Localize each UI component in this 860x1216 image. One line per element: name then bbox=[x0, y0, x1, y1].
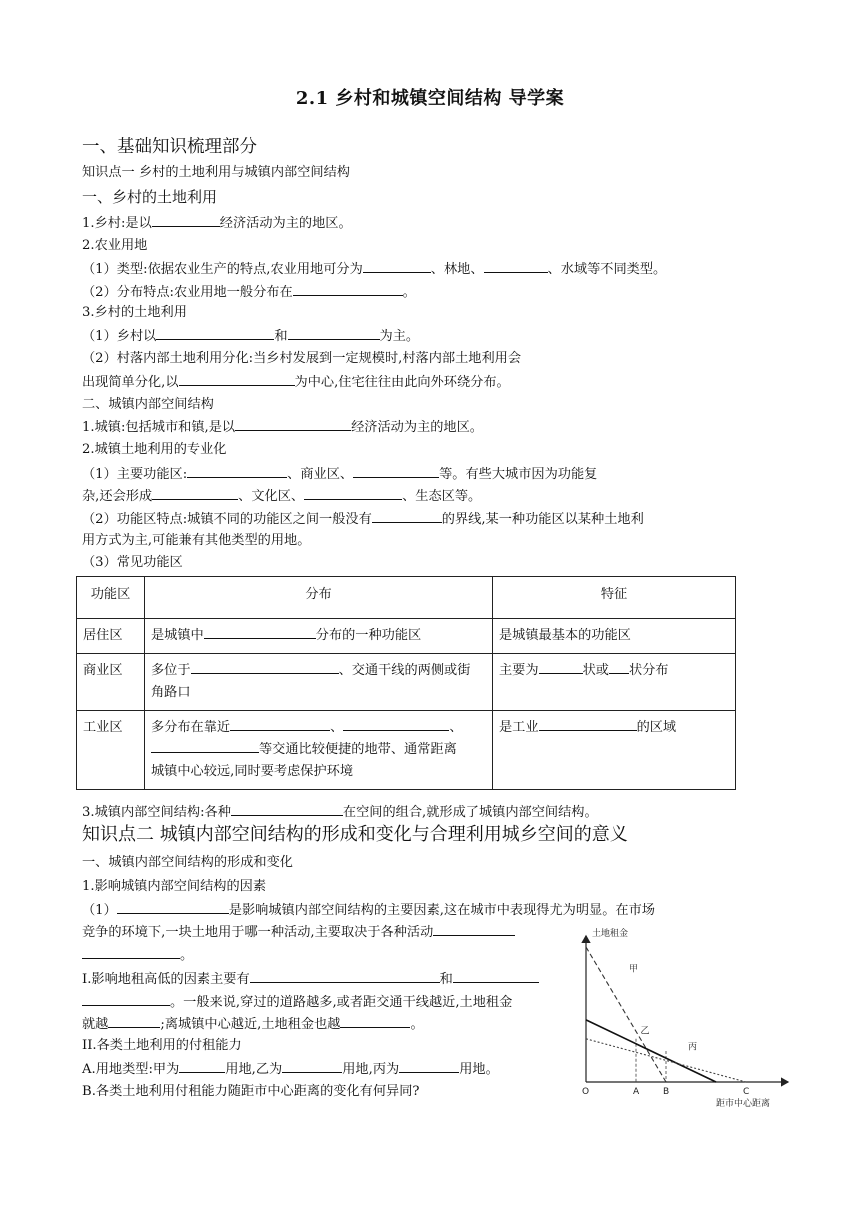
answer-blank[interactable] bbox=[539, 660, 583, 674]
answer-blank[interactable] bbox=[399, 1059, 459, 1073]
question-c2-3: （3）常见功能区 bbox=[82, 555, 183, 570]
question-d7: B.各类土地利用付租能力随距市中心距离的变化有何异同? bbox=[82, 1084, 420, 1099]
answer-blank[interactable] bbox=[117, 900, 229, 914]
tick-label: A bbox=[633, 1087, 640, 1097]
question-d4: 就越 ;离城镇中心越近,土地租金也越 。 bbox=[82, 1014, 424, 1035]
question-c2-2: （2）功能区特点:城镇不同的功能区之间一般没有 的界线,某一种功能区以某种土地利 bbox=[82, 509, 644, 530]
question-d1-2: 竞争的环境下,一块土地用于哪一种活动,主要取决于各种活动 bbox=[82, 922, 515, 943]
question-d2: I.影响地租高低的因素主要有 和 bbox=[82, 969, 539, 990]
answer-blank[interactable] bbox=[152, 213, 220, 227]
bid-rent-chart bbox=[576, 924, 796, 1114]
table-row bbox=[77, 619, 736, 654]
table-header-row bbox=[77, 577, 736, 619]
question-c1: 1.城镇:包括城市和镇,是以 经济活动为主的地区。 bbox=[82, 417, 483, 438]
question-c2-1-cont: 杂,还会形成 、文化区、 、生态区等。 bbox=[82, 486, 481, 507]
question-c2-1: （1）主要功能区: 、商业区、 等。有些大城市因为功能复 bbox=[82, 464, 597, 485]
answer-blank[interactable] bbox=[353, 464, 439, 478]
table-header: 分布 bbox=[145, 577, 493, 619]
table-cell: 商业区 bbox=[77, 654, 145, 711]
section-heading: 一、基础知识梳理部分 bbox=[82, 137, 257, 157]
answer-blank[interactable] bbox=[191, 660, 339, 674]
question-3-2-cont: 出现简单分化,以 为中心,住宅往往由此向外环绕分布。 bbox=[82, 372, 510, 393]
answer-blank[interactable] bbox=[204, 625, 316, 639]
series-line-甲 bbox=[586, 947, 666, 1082]
table-cell: 是城镇最基本的功能区 bbox=[493, 619, 736, 654]
question-d3: 。一般来说,穿过的道路越多,或者距交通干线越近,土地租金 bbox=[82, 992, 512, 1013]
table-cell: 工业区 bbox=[77, 711, 145, 790]
table-cell: 主要为 状或 状分布 bbox=[493, 654, 736, 711]
question-1: 1.乡村:是以 经济活动为主的地区。 bbox=[82, 213, 352, 234]
table-cell: 多位于 、交通干线的两侧或街 角路口 bbox=[145, 654, 493, 711]
question-c2-heading: 2.城镇土地利用的专业化 bbox=[82, 442, 227, 457]
answer-blank[interactable] bbox=[453, 969, 539, 983]
answer-blank[interactable] bbox=[433, 922, 515, 936]
table-header: 特征 bbox=[493, 577, 736, 619]
knowledge-point-1: 知识点一 乡村的土地利用与城镇内部空间结构 bbox=[82, 165, 350, 180]
tick-label: B bbox=[663, 1087, 670, 1097]
answer-blank[interactable] bbox=[108, 1014, 160, 1028]
answer-blank[interactable] bbox=[82, 945, 180, 959]
series-label: 丙 bbox=[688, 1042, 698, 1053]
answer-blank[interactable] bbox=[372, 509, 442, 523]
answer-blank[interactable] bbox=[82, 992, 170, 1006]
page-title: 2.1 乡村和城镇空间结构 导学案 bbox=[295, 88, 565, 109]
question-d1-3: 。 bbox=[82, 945, 193, 966]
table-cell: 多分布在靠近 、 、 等交通比较便捷的地带、通常距离 城镇中心较远,同时要考虑保护环境 bbox=[145, 711, 493, 790]
answer-blank[interactable] bbox=[304, 486, 402, 500]
answer-blank[interactable] bbox=[179, 1059, 225, 1073]
x-axis-label: 距市中心距离 bbox=[716, 1099, 771, 1109]
question-3-heading: 3.乡村的土地利用 bbox=[82, 305, 187, 320]
question-3-2: （2）村落内部土地利用分化:当乡村发展到一定规模时,村落内部土地利用会 bbox=[82, 351, 522, 366]
question-c2-2-cont: 用方式为主,可能兼有其他类型的用地。 bbox=[82, 533, 311, 548]
question-d5: II.各类土地利用的付租能力 bbox=[82, 1038, 242, 1053]
y-axis-label: 土地租金 bbox=[592, 929, 629, 939]
series-label: 甲 bbox=[629, 964, 639, 975]
answer-blank[interactable] bbox=[343, 717, 449, 731]
knowledge-point-2: 知识点二 城镇内部空间结构的形成和变化与合理利用城乡空间的意义 bbox=[82, 824, 628, 845]
question-2-heading: 2.农业用地 bbox=[82, 238, 148, 253]
subsection-formation: 一、城镇内部空间结构的形成和变化 bbox=[82, 855, 293, 870]
table-cell: 是城镇中 分布的一种功能区 bbox=[145, 619, 493, 654]
answer-blank[interactable] bbox=[484, 259, 548, 273]
function-zone-table bbox=[76, 576, 736, 790]
answer-blank[interactable] bbox=[152, 486, 238, 500]
question-2-2: （2）分布特点:农业用地一般分布在 。 bbox=[82, 282, 416, 303]
subsection-urban: 二、城镇内部空间结构 bbox=[82, 397, 214, 412]
table-header: 功能区 bbox=[77, 577, 145, 619]
answer-blank[interactable] bbox=[539, 717, 637, 731]
question-c3: 3.城镇内部空间结构:各种 在空间的组合,就形成了城镇内部空间结构。 bbox=[82, 802, 598, 823]
question-3-1: （1）乡村以 和 为主。 bbox=[82, 326, 419, 347]
table-cell: 是工业 的区域 bbox=[493, 711, 736, 790]
tick-label: C bbox=[743, 1087, 750, 1097]
answer-blank[interactable] bbox=[609, 660, 629, 674]
answer-blank[interactable] bbox=[282, 1059, 342, 1073]
answer-blank[interactable] bbox=[235, 417, 351, 431]
answer-blank[interactable] bbox=[288, 326, 380, 340]
answer-blank[interactable] bbox=[293, 282, 403, 296]
question-2-1: （1）类型:依据农业生产的特点,农业用地可分为 、林地、 、水域等不同类型。 bbox=[82, 259, 666, 280]
answer-blank[interactable] bbox=[187, 464, 287, 478]
question-d1: 1.影响城镇内部空间结构的因素 bbox=[82, 879, 267, 894]
table-cell: 居住区 bbox=[77, 619, 145, 654]
table-row bbox=[77, 654, 736, 711]
answer-blank[interactable] bbox=[151, 739, 259, 753]
answer-blank[interactable] bbox=[230, 717, 330, 731]
subsection-rural: 一、乡村的土地利用 bbox=[82, 188, 218, 206]
answer-blank[interactable] bbox=[250, 969, 440, 983]
series-label: 乙 bbox=[640, 1026, 650, 1037]
answer-blank[interactable] bbox=[179, 372, 295, 386]
answer-blank[interactable] bbox=[363, 259, 431, 273]
table-row bbox=[77, 711, 736, 790]
series-line-丙 bbox=[586, 1039, 746, 1082]
origin-label: O bbox=[582, 1087, 590, 1097]
answer-blank[interactable] bbox=[156, 326, 274, 340]
question-d1-1: （1） 是影响城镇内部空间结构的主要因素,这在城市中表现得尤为明显。在市场 bbox=[82, 900, 655, 921]
question-d6: A.用地类型:甲为 用地,乙为 用地,丙为 用地。 bbox=[82, 1059, 499, 1080]
answer-blank[interactable] bbox=[231, 802, 343, 816]
answer-blank[interactable] bbox=[340, 1014, 410, 1028]
